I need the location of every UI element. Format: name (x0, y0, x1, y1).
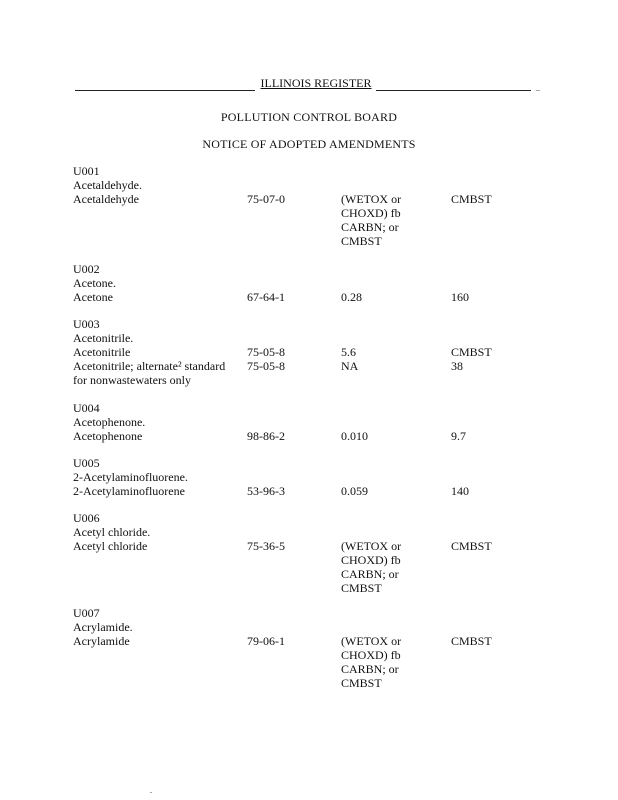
waste-heading: Acetophenone. (73, 415, 146, 429)
nonwastewater-standard: 160 (451, 290, 469, 304)
waste-code: U002 (73, 262, 100, 276)
wastewater-standard: 0.010 (341, 429, 368, 443)
cas-number: 75-07-0 (247, 192, 285, 206)
wastewater-standard: CARBN; or (341, 662, 399, 676)
cas-number: 75-05-8 (247, 345, 285, 359)
cas-number: 53-96-3 (247, 484, 285, 498)
wastewater-standard: CMBST (341, 676, 382, 690)
constituent-name: Acetaldehyde (73, 192, 139, 206)
wastewater-standard: (WETOX or (341, 539, 402, 553)
waste-code: U004 (73, 401, 100, 415)
notice-title: NOTICE OF ADOPTED AMENDMENTS (202, 137, 416, 151)
cas-number: 67-64-1 (247, 290, 285, 304)
header-mark: .. (536, 84, 540, 93)
board-title: POLLUTION CONTROL BOARD (220, 110, 398, 124)
constituent-name: Acetyl chloride (73, 539, 148, 553)
waste-heading: 2-Acetylaminofluorene. (73, 470, 188, 484)
constituent-name: Acetone (73, 290, 113, 304)
cas-number: 98-86-2 (247, 429, 285, 443)
wastewater-standard: CMBST (341, 234, 382, 248)
nonwastewater-standard: CMBST (451, 192, 492, 206)
wastewater-standard: (WETOX or (341, 634, 402, 648)
cas-number: 75-05-8 (247, 359, 285, 373)
waste-code: U007 (73, 606, 100, 620)
wastewater-standard: CHOXD) fb (341, 648, 401, 662)
waste-heading: Acetone. (73, 276, 116, 290)
wastewater-standard: CARBN; or (341, 220, 399, 234)
nonwastewater-standard: 140 (451, 484, 469, 498)
wastewater-standard: CHOXD) fb (341, 553, 401, 567)
wastewater-standard: 0.059 (341, 484, 368, 498)
constituent-name: Acetonitrile; alternate² standard (73, 359, 226, 373)
constituent-name-continued: for nonwastewaters only (73, 373, 191, 387)
wastewater-standard: CHOXD) fb (341, 206, 401, 220)
nonwastewater-standard: CMBST (451, 634, 492, 648)
register-title: ILLINOIS REGISTER (260, 76, 372, 90)
header-rule-left (75, 90, 255, 91)
waste-heading: Acetonitrile. (73, 331, 134, 345)
wastewater-standard: CMBST (341, 581, 382, 595)
waste-code: U006 (73, 511, 100, 525)
wastewater-standard: CARBN; or (341, 567, 399, 581)
constituent-name: Acetonitrile (73, 345, 131, 359)
waste-heading: Acetyl chloride. (73, 525, 151, 539)
nonwastewater-standard: CMBST (451, 345, 492, 359)
waste-code: U003 (73, 317, 100, 331)
constituent-name: Acetophenone (73, 429, 143, 443)
waste-code: U005 (73, 456, 100, 470)
cas-number: 79-06-1 (247, 634, 285, 648)
waste-heading: Acetaldehyde. (73, 178, 142, 192)
wastewater-standard: 0.28 (341, 290, 362, 304)
waste-code: U001 (73, 164, 100, 178)
wastewater-standard: NA (341, 359, 359, 373)
nonwastewater-standard: 38 (451, 359, 463, 373)
waste-heading: Acrylamide. (73, 620, 133, 634)
nonwastewater-standard: 9.7 (451, 429, 466, 443)
cas-number: 75-36-5 (247, 539, 285, 553)
constituent-name: 2-Acetylaminofluorene (73, 484, 185, 498)
wastewater-standard: (WETOX or (341, 192, 402, 206)
nonwastewater-standard: CMBST (451, 539, 492, 553)
header-rule-right (376, 90, 531, 91)
wastewater-standard: 5.6 (341, 345, 356, 359)
constituent-name: Acrylamide (73, 634, 130, 648)
footer-mark: . (150, 786, 152, 795)
